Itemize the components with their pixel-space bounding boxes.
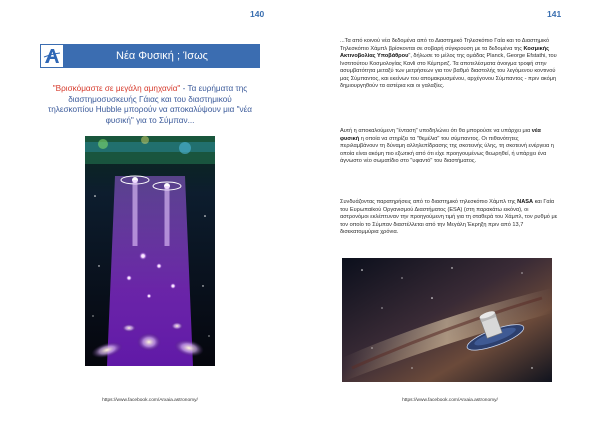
paragraph-2-bold: νέα φυσική <box>340 128 541 142</box>
paragraph-1-text-a: ...Τα από κοινού νέα δεδομένα από το Διαστημικό Τηλεσκόπιο Γαία και το Διαστημικό Τηλεσκόπιο Χάμπλ βρίσκονται σε σοβαρή σύγκρουση με τα δεδομένα της <box>340 38 550 52</box>
paragraph-3 <box>340 199 558 237</box>
cosmic-distance-illustration <box>85 136 215 366</box>
paragraph-3-bold: NASA <box>517 199 534 205</box>
logo <box>40 44 64 68</box>
chapter-title: Νέα Φυσική ; Ίσως <box>116 50 208 62</box>
chapter-header <box>40 44 260 68</box>
intro-quote: "Βρισκόμαστε σε μεγάλη αμηχανία" <box>52 84 181 93</box>
logo-a-icon <box>42 46 62 66</box>
paragraph-2-text-b: η οποία να στηρίζει τα "θεμέλια" του σύμπαντος. Οι πιθανότητες περιλαμβάνουν τη δύναμη αλληλεπίδρασης της σκοτεινής ύλης, τη σκοτεινή ενέργεια η οποία είναι ακόμη πιο εξωτική από ότι είχε προηγουμένως θεωρηθεί, ή υπάρχει ένα άγνωστο νέο σωματίδιο στο "υφαντό" του διαστήματος. <box>340 135 554 164</box>
page-number: 141 <box>547 9 562 19</box>
intro-text <box>46 84 254 126</box>
paragraph-3-text-a: Συνδυάζοντας παρατηρήσεις από το διαστημικό τηλεσκόπιο Χάμπλ της <box>340 199 518 205</box>
footer-url[interactable]: https://www.facebook.com/Arxaia.astronomy/ <box>102 398 198 403</box>
intro-rest: - Τα ευρήματα της διαστημοσυσκευής Γάιας και του διαστημικού τηλεσκοπίου Hubble μπορούν να αποκαλύψουν μια "νέα φυσική" για το Σύμπαν... <box>47 84 253 125</box>
paragraph-1-text-b: ", δήλωσε το μέλος της ομάδας Planck, George Efstathi, του Ινστιτούτου Κοσμολογίας Καvli στο Κέμπριτζ. Τα αποτελέσματα άνοιγμα τροφή στην ασυμβατότητα μεταξύ των μετρήσεων για τον βαθμό διαστολής του λεγόμενου κοντινού μας Σύμπαντος, και εκείνων του απομακρυσμένου, αρχέγονου Σύμπαντος - πριν ακόμη δημιουργηθούν τα αστέρια και οι γαλαξίες. <box>340 53 557 89</box>
paragraph-1-bold: Κοσμικής Ακτινοβολίας Υποβάθρου <box>340 45 550 59</box>
right-page <box>300 0 600 424</box>
footer-url[interactable]: https://www.facebook.com/Arxaia.astronomy/ <box>402 398 498 403</box>
page-number: 140 <box>250 9 265 19</box>
paragraph-2-text-a: Αυτή η αποκαλούμενη "ένταση" υποδηλώνει ότι θα μπορούσε να υπάρχει μια <box>340 128 532 134</box>
paragraph-1 <box>340 38 558 91</box>
paragraph-2 <box>340 128 558 166</box>
gaia-spacecraft-illustration <box>342 258 552 382</box>
paragraph-3-text-b: και Γαία του Ευρωπαϊκού Οργανισμού Διαστήματος (ESA) (στη παρακάτω εικόνα), οι αστρονόμοι εκλέπτυναν την προηγούμενη τιμή για τη σταθερά του Χάμπλ, τον ρυθμό με τον οποίο το Σύμπαν διαστέλλεται από την Μεγάλη Έκρηξη πριν από 13,7 δισεκατομμύρια χρόνια. <box>340 199 558 235</box>
